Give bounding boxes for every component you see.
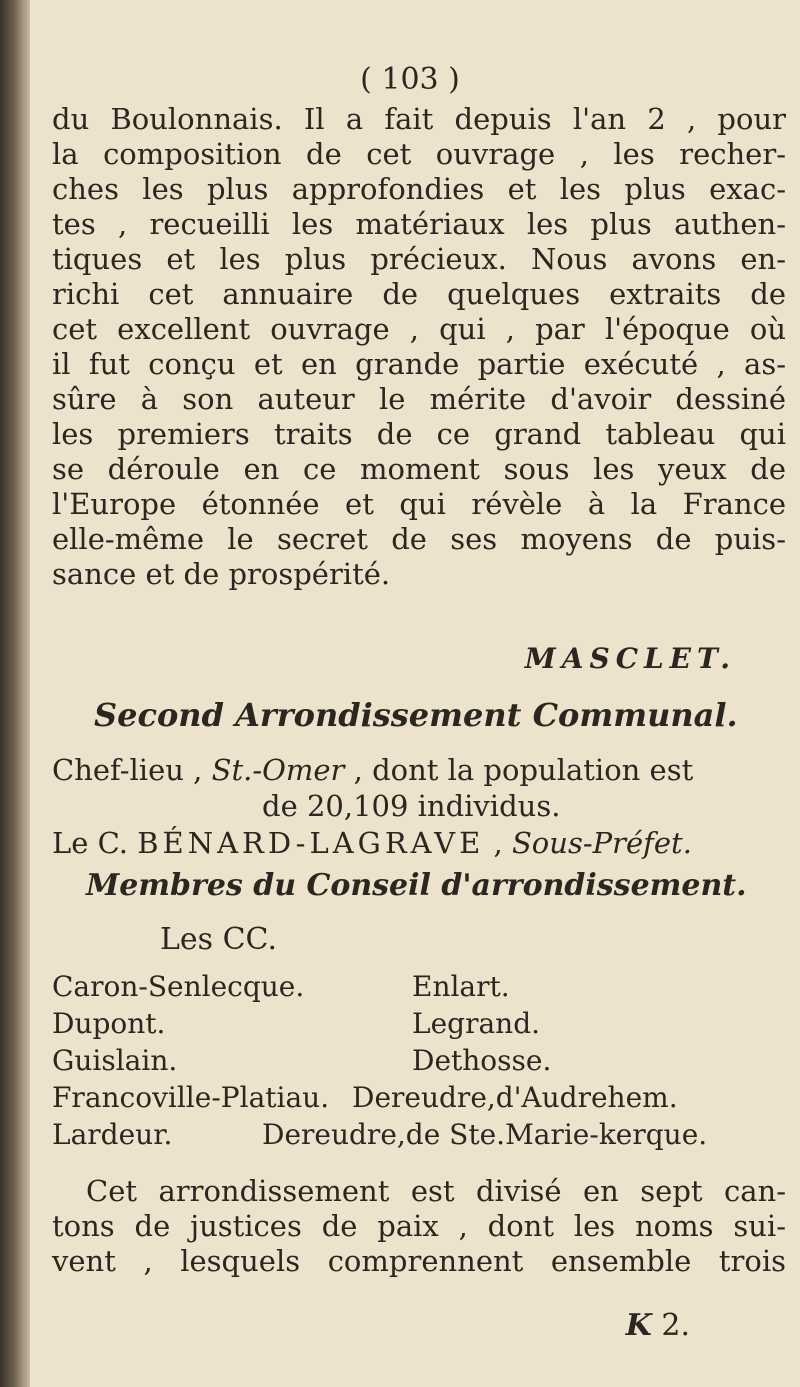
- page-number: ( 103 ): [360, 62, 460, 97]
- text-line: sance et de prospérité.: [52, 557, 391, 591]
- closing-paragraph: [52, 1174, 786, 1279]
- member-name: Dereudre,d'Audrehem.: [352, 1081, 678, 1114]
- text-line: les premiers traits de ce grand tableau qui: [52, 417, 786, 451]
- officer-title: Sous-Préfet.: [511, 826, 692, 860]
- chef-lieu-place: St.-Omer: [211, 753, 345, 787]
- list-item: [52, 1005, 786, 1042]
- sub-prefect-line: [52, 826, 786, 860]
- member-name: Legrand.: [412, 1007, 541, 1040]
- member-name: Enlart.: [412, 970, 510, 1003]
- text-line: tiques et les plus précieux. Nous avons en-: [52, 242, 786, 276]
- member-name: Lardeur.: [52, 1118, 173, 1151]
- text-line: sûre à son auteur le mérite d'avoir dessiné: [52, 382, 786, 416]
- text-line: l'Europe étonnée et qui révèle à la France: [52, 487, 786, 521]
- member-name: Dethosse.: [412, 1044, 552, 1077]
- catchword-letter: K: [625, 1308, 652, 1343]
- text-line: du Boulonnais. Il a fait depuis l'an 2 , pour: [52, 102, 786, 136]
- list-item: [52, 1079, 786, 1116]
- member-name: Dupont.: [52, 1007, 166, 1040]
- text-line: elle-même le secret de ses moyens de puis-: [52, 522, 786, 556]
- member-name: Dereudre,de Ste.Marie-kerque.: [262, 1118, 708, 1151]
- section-heading: Second Arrondissement Communal.: [94, 696, 738, 734]
- council-label: Les CC.: [160, 922, 277, 957]
- member-name: Caron-Senlecque.: [52, 970, 305, 1003]
- author-signature: MASCLET.: [524, 642, 736, 675]
- text-line: il fut conçu et en grande partie exécuté , as-: [52, 347, 786, 381]
- book-spine-shadow: [0, 0, 30, 1387]
- list-item: [52, 1116, 786, 1153]
- text-line: tons de justices de paix , dont les noms sui-: [52, 1209, 786, 1243]
- council-heading: Membres du Conseil d'arrondissement.: [86, 868, 747, 903]
- text-line: se déroule en ce moment sous les yeux de: [52, 452, 786, 486]
- text-line: ches les plus approfondies et les plus exac-: [52, 172, 786, 206]
- book-page: [34, 0, 786, 1387]
- text-line: la composition de cet ouvrage , les recher-: [52, 137, 786, 171]
- council-members-list: [52, 968, 786, 1153]
- officer-prefix: Le C.: [52, 826, 129, 860]
- chef-lieu-label: Chef-lieu ,: [52, 753, 203, 787]
- list-item: [52, 968, 786, 1005]
- chef-lieu-paragraph: [52, 752, 786, 824]
- member-name: Guislain.: [52, 1044, 178, 1077]
- text-line: vent , lesquels comprennent ensemble trois: [52, 1244, 786, 1278]
- catchword: [626, 1308, 690, 1343]
- chef-lieu-line: [52, 752, 786, 788]
- catchword-number: 2.: [661, 1308, 690, 1343]
- chef-lieu-rest: , dont la population est: [353, 753, 694, 787]
- officer-separator: ,: [493, 826, 503, 860]
- text-line: cet excellent ouvrage , qui , par l'époque où: [52, 312, 786, 346]
- officer-name: BÉNARD-LAGRAVE: [137, 826, 485, 860]
- text-line: richi cet annuaire de quelques extraits de: [52, 277, 786, 311]
- population-line: de 20,109 individus.: [262, 789, 561, 823]
- list-item: [52, 1042, 786, 1079]
- member-name: Francoville-Platiau.: [52, 1081, 330, 1114]
- text-line: tes , recueilli les matériaux les plus authen-: [52, 207, 786, 241]
- paragraph-masclet: [52, 102, 786, 592]
- text-line: Cet arrondissement est divisé en sept can-: [86, 1174, 786, 1208]
